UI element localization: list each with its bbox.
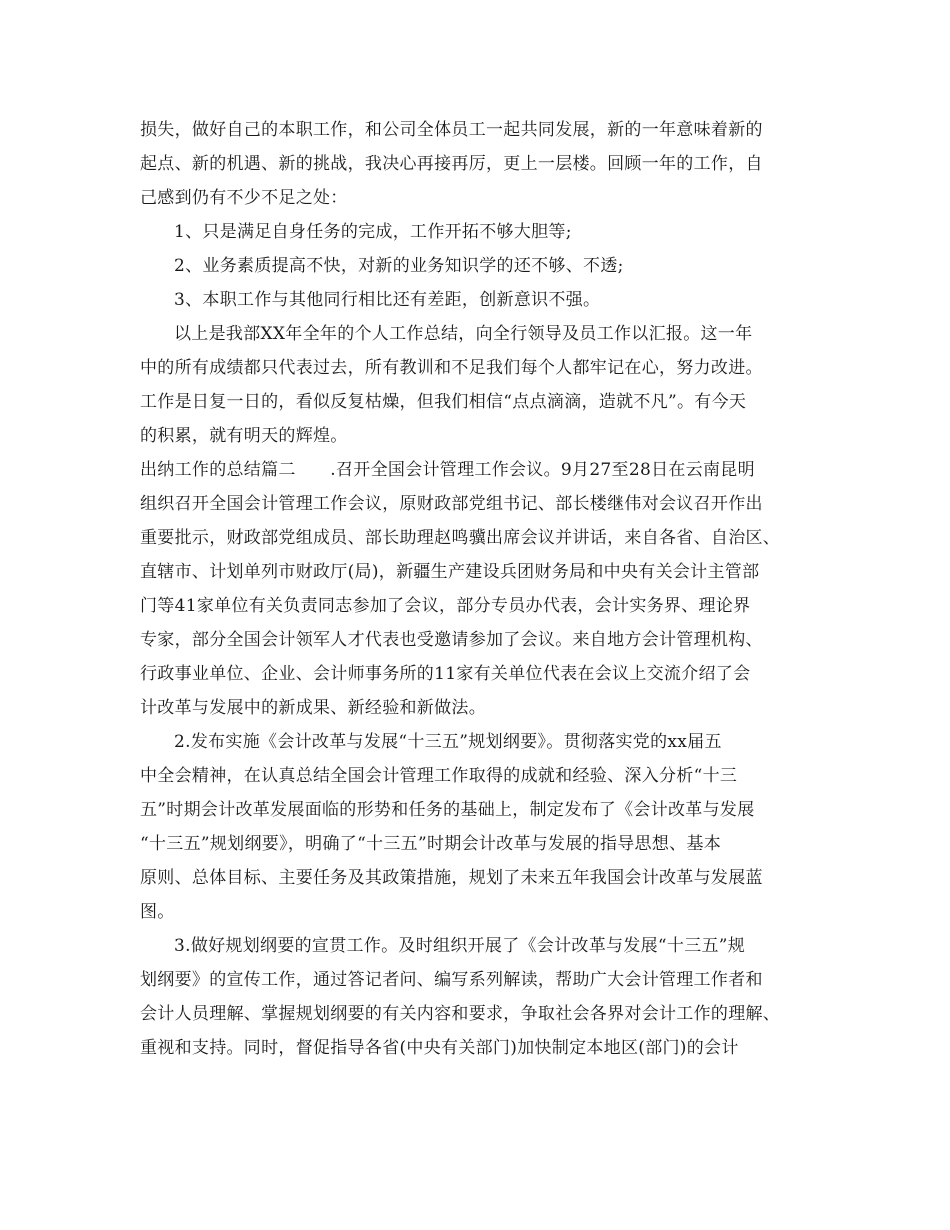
text-line: 己感到仍有不少不足之处： [140, 188, 348, 208]
text-line: 直辖市、计划单列市财政厅(局)，新疆生产建设兵团财务局和中央有关会计主管部 [140, 562, 760, 582]
text-line: 工作是日复一日的，看似反复枯燥，但我们相信“点点滴滴，造就不凡”。有今天 [140, 392, 747, 412]
text-line: 会计人员理解、掌握规划纲要的有关内容和要求，争取社会各界对会计工作的理解、 [140, 1004, 781, 1024]
text-line: 原则、总体目标、主要任务及其政策措施，规划了未来五年我国会计改革与发展蓝 [140, 868, 763, 888]
body-text [140, 113, 820, 1065]
text-line: 损失，做好自己的本职工作，和公司全体员工一起共同发展，新的一年意味着新的 [140, 120, 763, 140]
text-line: 中全会精神，在认真总结全国会计管理工作取得的成就和经验、深入分析“十三 [140, 766, 738, 786]
text-line: 3.做好规划纲要的宣贯工作。及时组织开展了《会计改革与发展“十三五”规 [174, 936, 746, 956]
text-line: 门等41家单位有关负责同志参加了会议，部分专员办代表，会计实务界、理论界 [140, 596, 751, 616]
text-line: 以上是我部XX年全年的个人工作总结，向全行领导及员工作以汇报。这一年 [174, 324, 753, 344]
text-line: 起点、新的机遇、新的挑战，我决心再接再厉，更上一层楼。回顾一年的工作，自 [140, 154, 763, 174]
text-line: 行政事业单位、企业、会计师事务所的11家有关单位代表在会议上交流介绍了会 [140, 664, 751, 684]
text-line: 专家，部分全国会计领军人才代表也受邀请参加了会议。来自地方会计管理机构、 [140, 630, 763, 650]
text-line: 2.发布实施《会计改革与发展“十三五”规划纲要》。贯彻落实党的xx届五 [174, 732, 722, 752]
text-line: “十三五”规划纲要》，明确了“十三五”时期会计改革与发展的指导思想、基本 [140, 834, 722, 854]
text-line: 的积累，就有明天的辉煌。 [140, 426, 348, 446]
text-line: 计改革与发展中的新成果、新经验和新做法。 [140, 698, 486, 718]
section-heading-line: 出纳工作的总结篇二 .召开全国会计管理工作会议。9月27至28日在云南昆明 [140, 460, 755, 480]
text-line: 重视和支持。同时，督促指导各省(中央有关部门)加快制定本地区(部门)的会计 [140, 1038, 739, 1058]
text-line: 组织召开全国会计管理工作会议，原财政部党组书记、部长楼继伟对会议召开作出 [140, 494, 763, 514]
text-line: 中的所有成绩都只代表过去，所有教训和不足我们每个人都牢记在心，努力改进。 [140, 358, 763, 378]
text-line: 图。 [140, 902, 175, 922]
text-line: 划纲要》的宣传工作，通过答记者问、编写系列解读，帮助广大会计管理工作者和 [140, 970, 763, 990]
text-line: 重要批示，财政部党组成员、部长助理赵鸣骥出席会议并讲话，来自各省、自治区、 [140, 528, 781, 548]
list-item: 2、业务素质提高不快，对新的业务知识学的还不够、不透; [174, 256, 624, 276]
text-line: 五”时期会计改革发展面临的形势和任务的基础上，制定发布了《会计改革与发展 [140, 800, 755, 820]
list-item: 1、只是满足自身任务的完成，工作开拓不够大胆等; [174, 222, 572, 242]
list-item: 3、本职工作与其他同行相比还有差距，创新意识不强。 [174, 290, 601, 310]
